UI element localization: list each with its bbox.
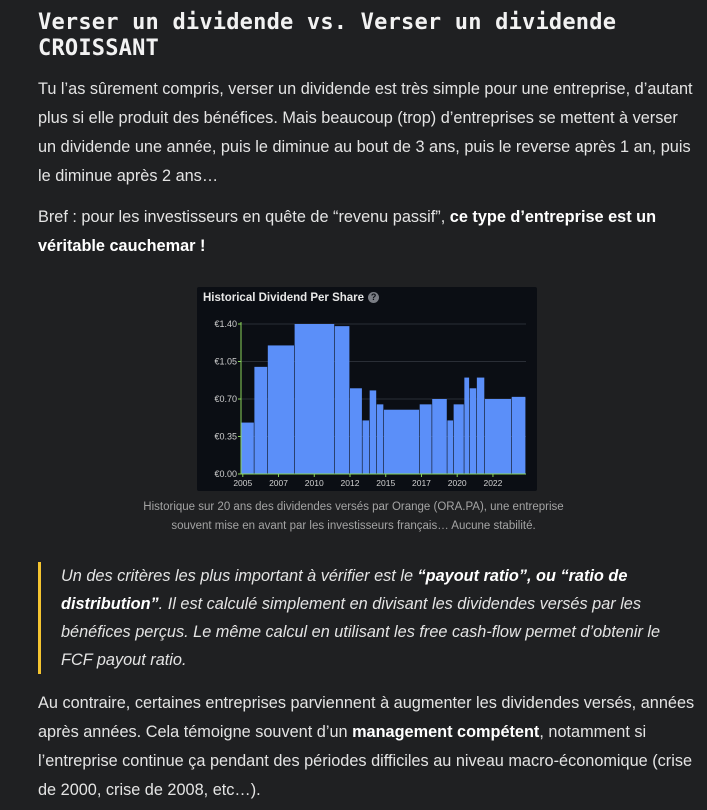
chart-bar <box>295 324 335 474</box>
quote-post: . Il est calculé simplement en divisant les dividendes versés par les bénéfices perçus. Le même calcul en utilisant les free cash-flow permet d’obtenir le FCF payout ratio. <box>61 595 661 669</box>
chart-bar <box>241 423 254 474</box>
quote-pre: Un des critères les plus important à vérifier est le <box>61 567 418 585</box>
chart-x-tick-label: 2007 <box>269 478 288 488</box>
chart-x-tick-label: 2017 <box>412 478 431 488</box>
chart-bar <box>512 397 526 474</box>
caption-line1: Historique sur 20 ans des dividendes versés par Orange (ORA.PA), une entreprise <box>143 501 564 513</box>
heading-line2: CROISSANT <box>38 36 160 61</box>
conclusion-paragraph <box>38 689 698 805</box>
conclusion-bold: management compétent <box>352 723 540 741</box>
chart-y-tick-label: €0.00 <box>214 469 237 479</box>
chart-bar <box>485 399 511 474</box>
chart-bar <box>470 388 477 474</box>
chart-bar <box>335 326 350 474</box>
chart-x-tick-label: 2005 <box>233 478 253 488</box>
summary-paragraph <box>38 203 693 261</box>
chart-y-tick-label: €1.05 <box>214 356 237 367</box>
conclusion-pre: Au contraire, certaines entreprises parviennent à augmenter les dividendes versés, années après années. Cela témoigne souvent d’un <box>38 694 695 741</box>
dividend-chart <box>197 287 537 491</box>
chart-bar <box>477 378 484 474</box>
chart-bar <box>420 404 432 474</box>
summary-bold: ce type d’entreprise est un véritable cauchemar ! <box>38 208 657 255</box>
chart-bar <box>384 410 419 474</box>
intro-paragraph: Tu l’as sûrement compris, verser un dividende est très simple pour une entreprise, d’autant plus si elle produit des bénéfices. Mais beaucoup (trop) d’entreprises se mettent à verser un dividende une année, puis le diminue au bout de 3 ans, puis le reverse après 1 an, puis le diminue après 2 ans… <box>38 80 693 185</box>
chart-bar <box>464 378 469 474</box>
chart-y-tick-label: €0.70 <box>214 394 237 404</box>
chart-bar <box>254 367 267 474</box>
chart-x-tick-label: 2022 <box>483 478 503 488</box>
chart-bar <box>350 388 362 474</box>
blockquote <box>38 562 693 674</box>
chart-x-tick-label: 2012 <box>340 478 360 488</box>
help-icon[interactable]: ? <box>368 292 379 303</box>
chart-bar <box>432 399 447 474</box>
chart-svg <box>197 287 537 491</box>
chart-x-tick-label: 2010 <box>304 478 324 488</box>
chart-bar <box>370 390 377 474</box>
caption-line2: souvent mise en avant par les investisseurs français… Aucune stabilité. <box>171 520 536 532</box>
quote-bold: “payout ratio”, ou “ratio de distribution” <box>61 567 628 613</box>
article <box>38 0 693 261</box>
chart-bar <box>447 420 453 474</box>
section-heading <box>38 10 693 62</box>
conclusion-post: , notamment si l’entreprise continue ça pendant des périodes difficiles au niveau macro-économique (crise de 2000, crise de 2008, etc…). <box>38 723 693 799</box>
chart-y-tick-label: €0.35 <box>214 431 237 442</box>
chart-x-tick-label: 2020 <box>447 478 467 488</box>
chart-caption <box>38 498 669 536</box>
heading-line1: Verser un dividende vs. Verser un dividende <box>38 10 617 35</box>
chart-bar <box>454 404 464 474</box>
summary-text: Bref : pour les investisseurs en quête de “revenu passif”, <box>38 208 450 226</box>
chart-x-tick-label: 2015 <box>376 478 396 488</box>
quote-paragraph <box>61 562 693 674</box>
chart-title-text: Historical Dividend Per Share <box>203 292 365 304</box>
chart-bar <box>268 345 294 474</box>
chart-bar <box>363 420 370 474</box>
chart-bar <box>377 404 384 474</box>
chart-y-tick-label: €1.40 <box>214 319 237 329</box>
